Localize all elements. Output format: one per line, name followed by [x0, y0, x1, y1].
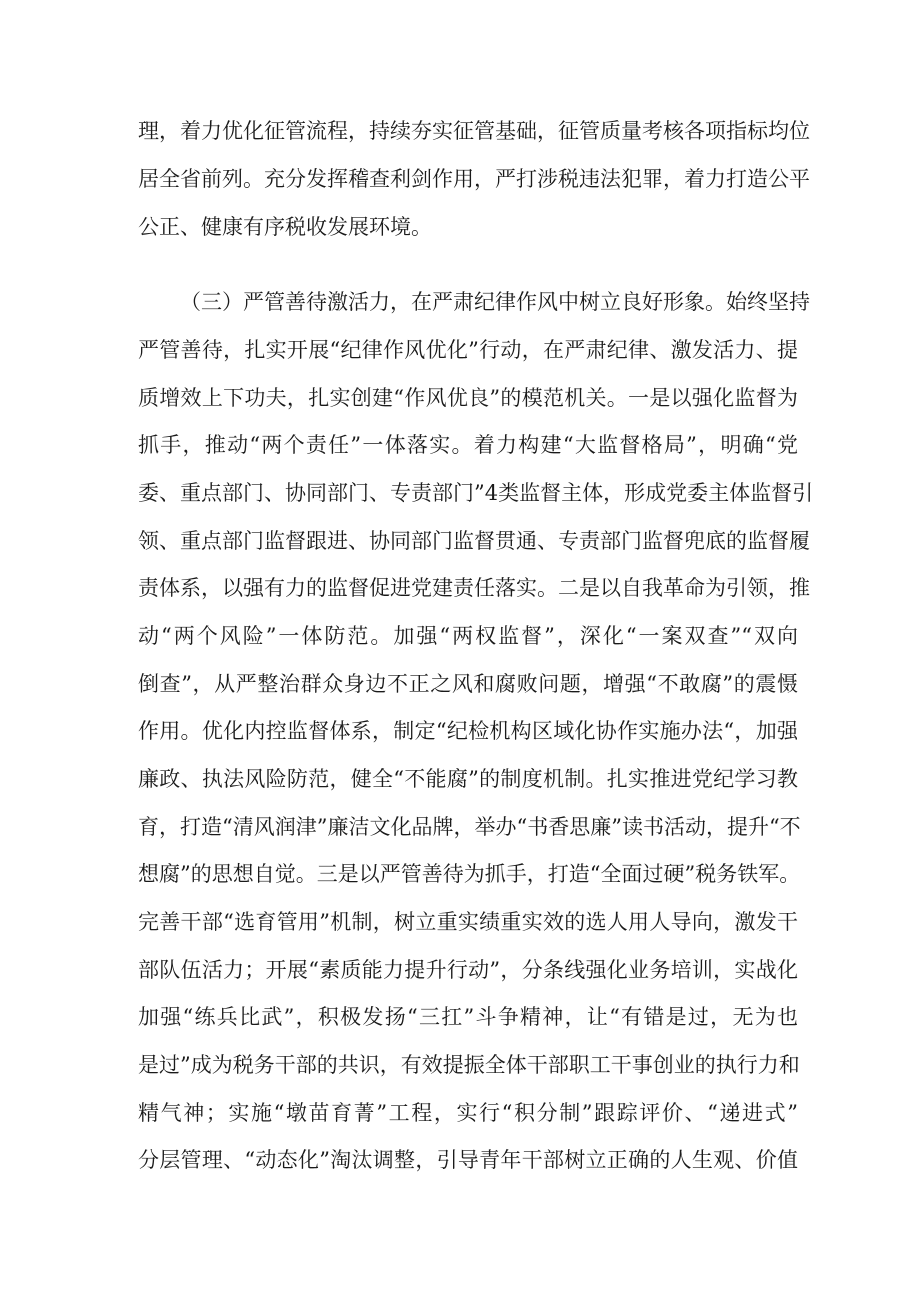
- paragraph-2-line-15: 部队伍活力；开展“素质能力提升行动”，分条线强化业务培训，实战化: [138, 958, 798, 982]
- paragraph-2-line-5: 委、重点部门、协同部门、专责部门”4类监督主体，形成党委主体监督引: [138, 481, 814, 505]
- paragraph-2-line-1: （三）严管善待激活力，在严肃纪律作风中树立良好形象。始终坚持: [180, 290, 810, 314]
- paragraph-1-line-2: 居全省前列。充分发挥稽查利剑作用，严打涉税违法犯罪，着力打造公平: [138, 167, 810, 191]
- paragraph-2-line-2: 严管善待，扎实开展“纪律作风优化”行动，在严肃纪律、激发活力、提: [138, 338, 798, 362]
- paragraph-2-line-8: 动“两个风险”一体防范。加强“两权监督”，深化“一案双查”“双向: [138, 624, 798, 648]
- paragraph-2-line-18: 精气神；实施“墩苗育菁”工程，实行“积分制”跟踪评价、“递进式”: [138, 1101, 798, 1125]
- paragraph-1-line-1: 理，着力优化征管流程，持续夯实征管基础，征管质量考核各项指标均位: [138, 119, 810, 143]
- paragraph-2-line-19: 分层管理、“动态化”淘汰调整，引导青年干部树立正确的人生观、价值: [138, 1148, 798, 1172]
- paragraph-2-line-4: 抓手，推动“两个责任”一体落实。着力构建“大监督格局”，明确“党: [138, 433, 798, 457]
- paragraph-2-line-12: 育，打造“清风润津”廉洁文化品牌，举办“书香思廉”读书活动，提升“不: [138, 815, 801, 839]
- paragraph-2-line-6: 领、重点部门监督跟进、协同部门监督贯通、专责部门监督兜底的监督履: [138, 529, 810, 553]
- paragraph-2-line-13: 想腐”的思想自觉。三是以严管善待为抓手，打造“全面过硬”税务铁军。: [138, 862, 801, 886]
- paragraph-2-line-3: 质增效上下功夫，扎实创建“作风优良”的模范机关。一是以强化监督为: [138, 386, 798, 410]
- paragraph-2-line-7: 责体系，以强有力的监督促进党建责任落实。二是以自我革命为引领，推: [138, 576, 810, 600]
- paragraph-2-line-10: 作用。优化内控监督体系，制定“纪检机构区域化协作实施办法“，加强: [138, 719, 798, 743]
- paragraph-2-line-14: 完善干部“选育管用”机制，树立重实绩重实效的选人用人导向，激发干: [138, 910, 798, 934]
- paragraph-2-line-16: 加强“练兵比武”，积极发扬“三扛”斗争精神，让“有错是过，无为也: [138, 1005, 798, 1029]
- paragraph-1-line-3: 公正、健康有序税收发展环境。: [138, 215, 432, 239]
- paragraph-2-line-11: 廉政、执法风险防范，健全“不能腐”的制度机制。扎实推进党纪学习教: [138, 767, 798, 791]
- paragraph-2-line-17: 是过”成为税务干部的共识，有效提振全体干部职工干事创业的执行力和: [138, 1053, 800, 1077]
- paragraph-2-line-9: 倒查”，从严整治群众身边不正之风和腐败问题，增强“不敢腐”的震慑: [138, 672, 798, 696]
